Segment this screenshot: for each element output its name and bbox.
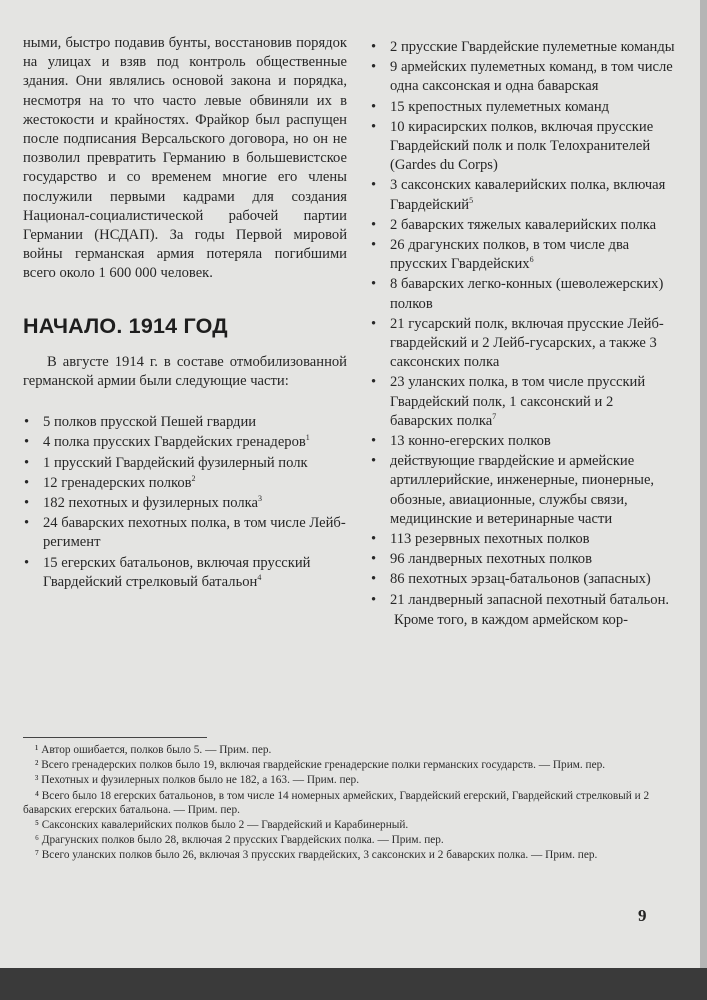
footnote: ³ Пехотных и фузилерных полков было не 182, а 163. — Прим. пер.	[35, 774, 360, 787]
footnote: ¹ Автор ошибается, полков было 5. — Прим. пер.	[35, 744, 272, 756]
list-item: • 12 гренадерских полков$^2$	[23, 474, 347, 493]
lead-paragraph: В августе 1914 г. в составе отмобилизованной германской армии были следующие части:	[23, 353, 347, 390]
footnote: ⁴ Всего было 18 егерских батальонов, в том числе 14 номерных армейских, Гвардейский егерский, Гвардейский стрелковый и 2 баварских егерских батальона. — Прим. пер.	[23, 789, 650, 816]
list-item: • 1 прусский Гвардейский фузилерный полк	[23, 454, 347, 473]
footnote: ⁵ Саксонских кавалерийских полков было 2 — Гвардейский и Карабинерный.	[35, 819, 409, 832]
footnote-ref: 1	[305, 433, 310, 443]
footnote: ⁶ Драгунских полков было 28, включая 2 прусских Гвардейских полка. — Прим. пер.	[35, 834, 444, 847]
list-item: • 10 кирасирских полков, включая прусские Гвардейский полк и полк Телохранителей (Gardes du Corps)	[370, 118, 675, 176]
list-item: • 113 резервных пехотных полков	[370, 530, 675, 549]
list-item: • 15 крепостных пулеметных команд	[370, 98, 675, 117]
footnote-ref: 3	[258, 494, 263, 504]
list-item: • 15 егерских батальонов, включая прусский Гвардейский стрелковый батальон$^4$	[23, 554, 347, 592]
list-item: • 9 армейских пулеметных команд, в том числе одна саксонская и одна баварская	[370, 58, 675, 96]
page-edge	[700, 0, 707, 968]
list-item: • 2 прусские Гвардейские пулеметные команды	[370, 38, 675, 57]
footnotes	[23, 743, 675, 864]
continuation-text: Кроме того, в каждом армейском кор-	[394, 611, 629, 628]
page-shadow	[0, 968, 707, 1000]
list-item: • 2 баварских тяжелых кавалерийских полка	[370, 216, 675, 235]
section-heading: НАЧАЛО. 1914 ГОД	[23, 313, 228, 338]
footnote: ² Всего гренадерских полков было 19, включая гвардейские гренадерские полки германских государств. — Прим. пер.	[35, 759, 606, 772]
intro-paragraph: ными, быстро подавив бунты, восстановив порядок на улицах и взяв под контроль общественные здания. Они являлись основой закона и порядка, несмотря на то что часто левые обвиняли их в жестокости и крайностях. Фрайкор был распущен после подписания Версальского договора, но он не позволил превратить Германию в большевистское государство и со временем многие его члены послужили первыми кадрами для создания Национал-социалистической рабочей партии Германии (НСДАП). За годы Первой мировой войны германская армия потеряла погибшими всего около 1 600 000 человек.	[23, 35, 347, 282]
list-item: • 24 баварских пехотных полка, в том числе Лейб-регимент	[23, 514, 347, 552]
list-item: • 26 драгунских полков, в том числе два прусских Гвардейских$^6$	[370, 236, 675, 274]
list-item: • 4 полка прусских Гвардейских гренадеров$^1$	[23, 433, 347, 452]
list-item: • 86 пехотных эрзац-батальонов (запасных)	[370, 570, 675, 589]
list-item: • 21 гусарский полк, включая прусские Лейб-гвардейский и 2 Лейб-гусарских, а также 3 саксонских полка	[370, 315, 675, 373]
list-item: • 23 уланских полка, в том числе прусский Гвардейский полк, 1 саксонский и 2 баварских полка$^7$	[370, 373, 675, 431]
list-item: • 13 конно-егерских полков	[370, 432, 675, 451]
list-item: • 8 баварских легко-конных (шеволежерских) полков	[370, 275, 675, 313]
list-item: • 182 пехотных и фузилерных полка$^3$	[23, 494, 347, 513]
footnote-ref: 5	[469, 195, 474, 205]
footnote: ⁷ Всего уланских полков было 26, включая 3 прусских гвардейских, 3 саксонских и 2 баварских полка. — Прим. пер.	[35, 849, 598, 862]
right-unit-list	[370, 38, 675, 610]
left-column	[23, 34, 347, 593]
footnote-ref: 6	[529, 255, 534, 265]
footnote-divider	[23, 737, 207, 738]
page-number: 9	[638, 906, 647, 925]
footnote-ref: 7	[492, 411, 497, 421]
list-item: • 21 ландверный запасной пехотный батальон.	[370, 591, 675, 610]
list-item: • 5 полков прусской Пешей гвардии	[23, 413, 347, 432]
left-unit-list	[23, 413, 347, 592]
list-item: • 3 саксонских кавалерийских полка, включая Гвардейский$^5$	[370, 176, 675, 214]
footnote-ref: 4	[257, 572, 262, 582]
footnote-ref: 2	[191, 473, 196, 483]
list-item: • 96 ландверных пехотных полков	[370, 550, 675, 569]
right-column	[370, 38, 675, 630]
list-item: • действующие гвардейские и армейские артиллерийские, инженерные, пионерные, обозные, авиационные, службы связи, медицинские и ветеринарные части	[370, 452, 675, 529]
